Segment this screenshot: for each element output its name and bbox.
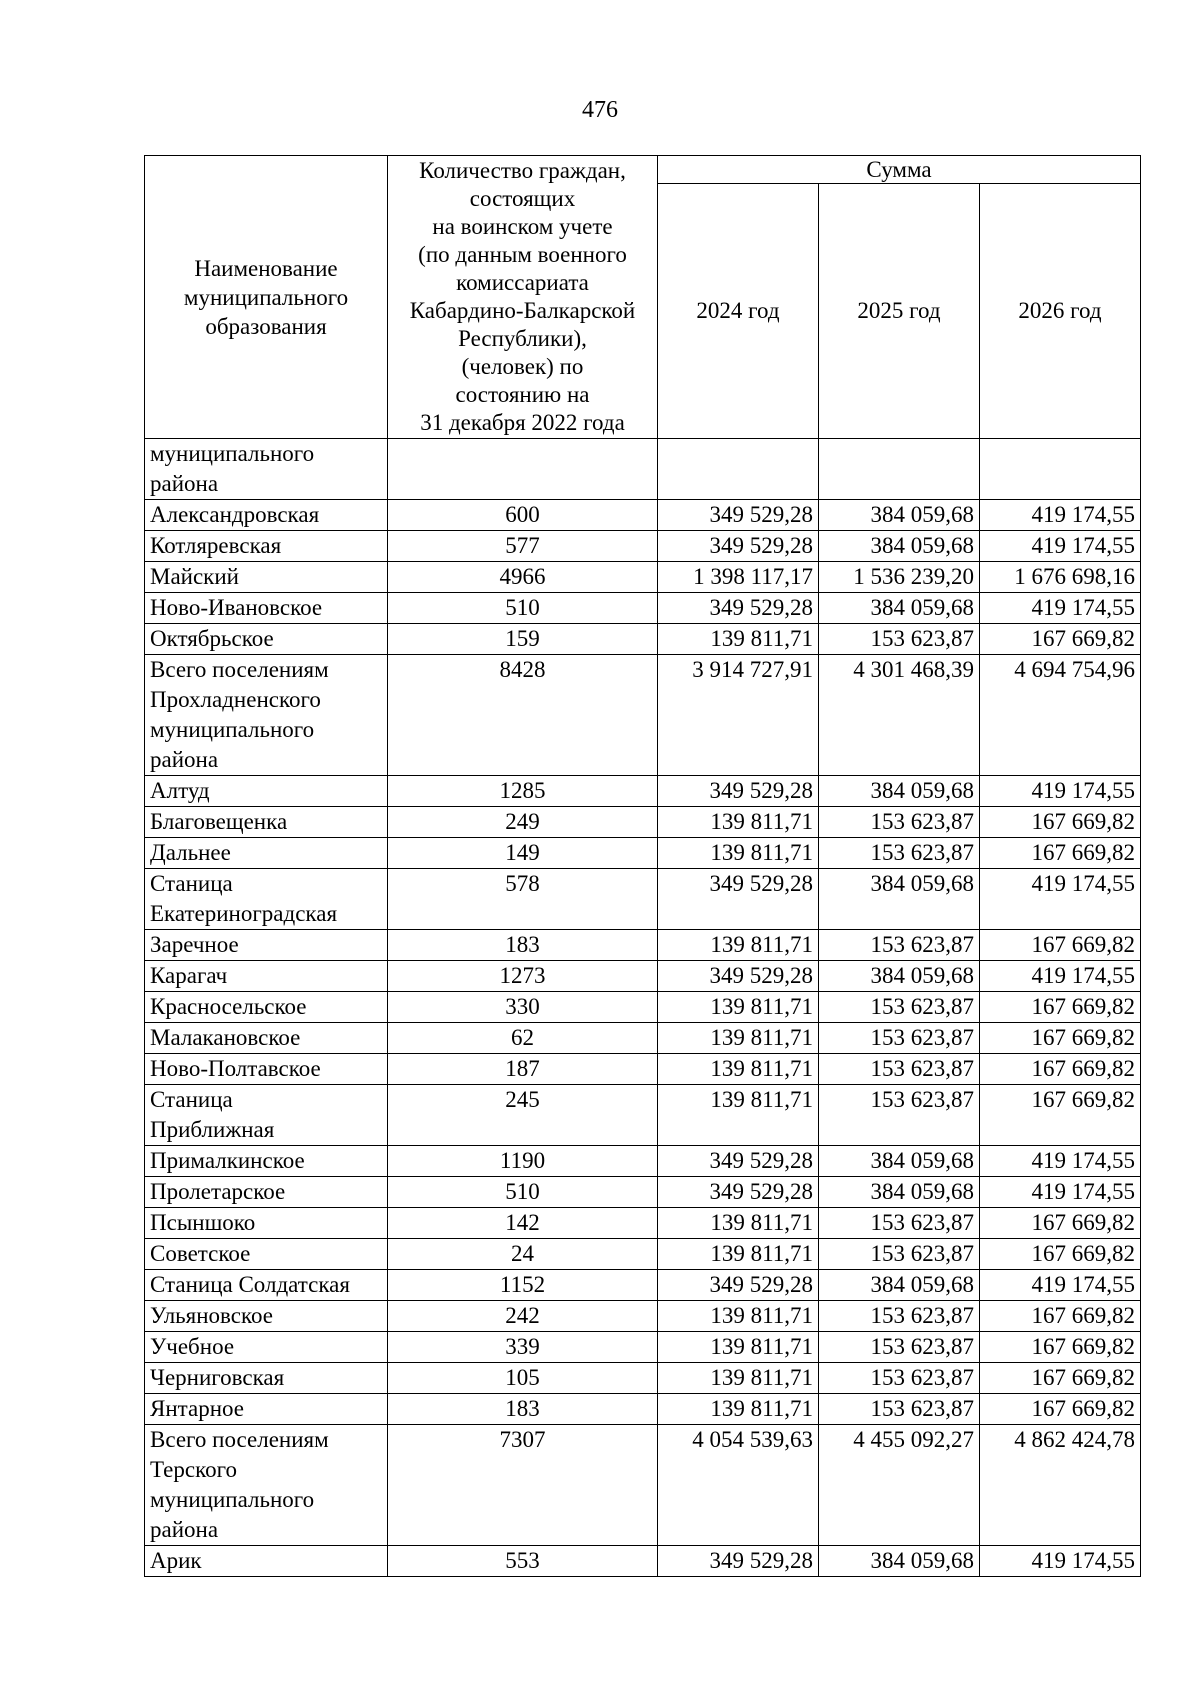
cell-sum-2024: 139 811,71: [658, 838, 819, 869]
cell-citizen-count: 187: [388, 1054, 658, 1085]
table-row: [145, 807, 1141, 838]
cell-municipality-name: Котляревская: [145, 531, 388, 562]
table-row: [145, 1146, 1141, 1177]
cell-sum-2025: 384 059,68: [819, 1177, 980, 1208]
cell-sum-2026: 419 174,55: [980, 1546, 1141, 1577]
table-row: [145, 624, 1141, 655]
cell-sum-2024: 349 529,28: [658, 961, 819, 992]
cell-sum-2026: 419 174,55: [980, 1270, 1141, 1301]
table-body: [145, 439, 1141, 1577]
cell-sum-2026: 419 174,55: [980, 593, 1141, 624]
cell-municipality-name: Всего поселениям Терского муниципального района: [145, 1425, 388, 1546]
cell-sum-2025: 153 623,87: [819, 838, 980, 869]
cell-sum-2026: 419 174,55: [980, 531, 1141, 562]
cell-sum-2024: 4 054 539,63: [658, 1425, 819, 1546]
cell-citizen-count: 4966: [388, 562, 658, 593]
cell-citizen-count: 183: [388, 1394, 658, 1425]
table-row: [145, 593, 1141, 624]
table-row: [145, 1054, 1141, 1085]
cell-sum-2026: 167 669,82: [980, 1208, 1141, 1239]
cell-sum-2025: 384 059,68: [819, 593, 980, 624]
header-sum: Сумма: [658, 156, 1141, 184]
cell-sum-2025: 153 623,87: [819, 1332, 980, 1363]
cell-sum-2024: 349 529,28: [658, 1146, 819, 1177]
cell-sum-2026: 167 669,82: [980, 624, 1141, 655]
cell-sum-2024: 139 811,71: [658, 1208, 819, 1239]
table-row: [145, 439, 1141, 500]
cell-sum-2025: 153 623,87: [819, 1054, 980, 1085]
cell-citizen-count: 510: [388, 593, 658, 624]
cell-sum-2024: 349 529,28: [658, 500, 819, 531]
table-row: [145, 531, 1141, 562]
cell-sum-2025: 153 623,87: [819, 1085, 980, 1146]
header-citizen-count: Количество граждан, состоящих на воинском учете (по данным военного комиссариата Кабардино-Балкарской Республики), (человек) по состоянию на 31 декабря 2022 года: [388, 156, 658, 439]
cell-sum-2026: 167 669,82: [980, 1239, 1141, 1270]
cell-sum-2026: 1 676 698,16: [980, 562, 1141, 593]
cell-citizen-count: 553: [388, 1546, 658, 1577]
cell-sum-2025: 384 059,68: [819, 1546, 980, 1577]
cell-citizen-count: 1190: [388, 1146, 658, 1177]
cell-sum-2026: 167 669,82: [980, 1301, 1141, 1332]
cell-sum-2026: 167 669,82: [980, 838, 1141, 869]
table-row: [145, 961, 1141, 992]
cell-sum-2025: 4 301 468,39: [819, 655, 980, 776]
cell-citizen-count: 577: [388, 531, 658, 562]
cell-sum-2026: 419 174,55: [980, 500, 1141, 531]
cell-sum-2025: 384 059,68: [819, 869, 980, 930]
cell-sum-2024: 349 529,28: [658, 869, 819, 930]
cell-municipality-name: Заречное: [145, 930, 388, 961]
table-row: [145, 776, 1141, 807]
cell-municipality-name: Станица Екатериноградская: [145, 869, 388, 930]
cell-sum-2026: 419 174,55: [980, 1177, 1141, 1208]
cell-citizen-count: 339: [388, 1332, 658, 1363]
cell-sum-2024: 3 914 727,91: [658, 655, 819, 776]
cell-sum-2026: [980, 439, 1141, 500]
table-row: [145, 500, 1141, 531]
cell-sum-2024: 349 529,28: [658, 776, 819, 807]
cell-sum-2025: 153 623,87: [819, 1301, 980, 1332]
cell-municipality-name: Советское: [145, 1239, 388, 1270]
cell-sum-2025: 153 623,87: [819, 930, 980, 961]
cell-citizen-count: 149: [388, 838, 658, 869]
cell-citizen-count: 600: [388, 500, 658, 531]
cell-municipality-name: Всего поселениям Прохладненского муниципального района: [145, 655, 388, 776]
cell-municipality-name: Алтуд: [145, 776, 388, 807]
table-row: [145, 1239, 1141, 1270]
allocation-table: [144, 155, 1141, 1577]
table-row: [145, 869, 1141, 930]
cell-sum-2025: 384 059,68: [819, 1270, 980, 1301]
cell-citizen-count: 245: [388, 1085, 658, 1146]
table-row: [145, 1332, 1141, 1363]
cell-sum-2024: 139 811,71: [658, 1023, 819, 1054]
table-row: [145, 1301, 1141, 1332]
cell-municipality-name: Арик: [145, 1546, 388, 1577]
table-row: [145, 1546, 1141, 1577]
cell-sum-2026: 419 174,55: [980, 1146, 1141, 1177]
cell-municipality-name: Пролетарское: [145, 1177, 388, 1208]
table-row: [145, 930, 1141, 961]
cell-citizen-count: 7307: [388, 1425, 658, 1546]
header-year-2026: 2026 год: [980, 184, 1141, 439]
cell-municipality-name: Станица Солдатская: [145, 1270, 388, 1301]
cell-sum-2024: 139 811,71: [658, 1394, 819, 1425]
cell-municipality-name: Малакановское: [145, 1023, 388, 1054]
cell-sum-2024: 139 811,71: [658, 1363, 819, 1394]
cell-sum-2025: 384 059,68: [819, 961, 980, 992]
cell-sum-2024: 139 811,71: [658, 807, 819, 838]
cell-sum-2024: 139 811,71: [658, 930, 819, 961]
cell-sum-2026: 167 669,82: [980, 930, 1141, 961]
cell-municipality-name: Дальнее: [145, 838, 388, 869]
page-number: 476: [582, 97, 618, 123]
cell-sum-2025: 153 623,87: [819, 624, 980, 655]
cell-sum-2024: 139 811,71: [658, 624, 819, 655]
header-year-2024: 2024 год: [658, 184, 819, 439]
cell-sum-2026: 4 862 424,78: [980, 1425, 1141, 1546]
table-row: [145, 1023, 1141, 1054]
table-row: [145, 1177, 1141, 1208]
cell-municipality-name: муниципального района: [145, 439, 388, 500]
cell-municipality-name: Станица Приближная: [145, 1085, 388, 1146]
cell-sum-2024: 349 529,28: [658, 1546, 819, 1577]
cell-sum-2025: 4 455 092,27: [819, 1425, 980, 1546]
cell-sum-2024: [658, 439, 819, 500]
cell-sum-2025: 153 623,87: [819, 1363, 980, 1394]
cell-citizen-count: 183: [388, 930, 658, 961]
cell-sum-2026: 167 669,82: [980, 992, 1141, 1023]
table-row: [145, 1270, 1141, 1301]
cell-citizen-count: 578: [388, 869, 658, 930]
cell-sum-2024: 139 811,71: [658, 992, 819, 1023]
cell-citizen-count: [388, 439, 658, 500]
cell-citizen-count: 330: [388, 992, 658, 1023]
cell-sum-2026: 419 174,55: [980, 776, 1141, 807]
cell-municipality-name: Благовещенка: [145, 807, 388, 838]
table-header: [145, 156, 1141, 439]
cell-sum-2026: 419 174,55: [980, 869, 1141, 930]
cell-sum-2025: 153 623,87: [819, 1394, 980, 1425]
cell-municipality-name: Янтарное: [145, 1394, 388, 1425]
cell-municipality-name: Ново-Ивановское: [145, 593, 388, 624]
cell-citizen-count: 242: [388, 1301, 658, 1332]
cell-municipality-name: Майский: [145, 562, 388, 593]
cell-sum-2025: [819, 439, 980, 500]
header-municipality-name: Наименование муниципального образования: [145, 156, 388, 439]
cell-citizen-count: 24: [388, 1239, 658, 1270]
cell-sum-2025: 384 059,68: [819, 1146, 980, 1177]
table-row: [145, 1394, 1141, 1425]
cell-municipality-name: Учебное: [145, 1332, 388, 1363]
cell-municipality-name: Александровская: [145, 500, 388, 531]
cell-sum-2024: 349 529,28: [658, 593, 819, 624]
table-row: [145, 992, 1141, 1023]
cell-sum-2025: 153 623,87: [819, 1208, 980, 1239]
cell-sum-2024: 349 529,28: [658, 1270, 819, 1301]
cell-municipality-name: Ново-Полтавское: [145, 1054, 388, 1085]
cell-municipality-name: Черниговская: [145, 1363, 388, 1394]
cell-sum-2026: 4 694 754,96: [980, 655, 1141, 776]
cell-sum-2025: 153 623,87: [819, 1023, 980, 1054]
cell-sum-2025: 153 623,87: [819, 807, 980, 838]
cell-municipality-name: Карагач: [145, 961, 388, 992]
cell-sum-2025: 384 059,68: [819, 500, 980, 531]
cell-sum-2026: 419 174,55: [980, 961, 1141, 992]
cell-sum-2024: 349 529,28: [658, 1177, 819, 1208]
cell-sum-2025: 153 623,87: [819, 1239, 980, 1270]
table-row: [145, 655, 1141, 776]
cell-sum-2026: 167 669,82: [980, 1023, 1141, 1054]
cell-citizen-count: 249: [388, 807, 658, 838]
cell-citizen-count: 1285: [388, 776, 658, 807]
cell-sum-2026: 167 669,82: [980, 1394, 1141, 1425]
cell-citizen-count: 8428: [388, 655, 658, 776]
cell-sum-2026: 167 669,82: [980, 1054, 1141, 1085]
cell-sum-2024: 139 811,71: [658, 1054, 819, 1085]
cell-citizen-count: 1152: [388, 1270, 658, 1301]
table-row: [145, 1425, 1141, 1546]
cell-citizen-count: 159: [388, 624, 658, 655]
cell-citizen-count: 1273: [388, 961, 658, 992]
cell-sum-2025: 384 059,68: [819, 776, 980, 807]
cell-sum-2024: 139 811,71: [658, 1301, 819, 1332]
cell-municipality-name: Октябрьское: [145, 624, 388, 655]
table-row: [145, 562, 1141, 593]
table-row: [145, 1085, 1141, 1146]
cell-sum-2024: 1 398 117,17: [658, 562, 819, 593]
table-row: [145, 1363, 1141, 1394]
cell-sum-2024: 139 811,71: [658, 1332, 819, 1363]
cell-sum-2026: 167 669,82: [980, 807, 1141, 838]
cell-citizen-count: 105: [388, 1363, 658, 1394]
cell-municipality-name: Ульяновское: [145, 1301, 388, 1332]
cell-municipality-name: Прималкинское: [145, 1146, 388, 1177]
table-row: [145, 1208, 1141, 1239]
cell-sum-2024: 349 529,28: [658, 531, 819, 562]
cell-sum-2024: 139 811,71: [658, 1085, 819, 1146]
table-row: [145, 838, 1141, 869]
cell-sum-2024: 139 811,71: [658, 1239, 819, 1270]
cell-sum-2026: 167 669,82: [980, 1085, 1141, 1146]
cell-sum-2025: 153 623,87: [819, 992, 980, 1023]
cell-citizen-count: 142: [388, 1208, 658, 1239]
cell-sum-2025: 384 059,68: [819, 531, 980, 562]
cell-sum-2026: 167 669,82: [980, 1363, 1141, 1394]
cell-municipality-name: Красносельское: [145, 992, 388, 1023]
cell-sum-2025: 1 536 239,20: [819, 562, 980, 593]
cell-municipality-name: Псыншоко: [145, 1208, 388, 1239]
cell-sum-2026: 167 669,82: [980, 1332, 1141, 1363]
header-year-2025: 2025 год: [819, 184, 980, 439]
cell-citizen-count: 62: [388, 1023, 658, 1054]
cell-citizen-count: 510: [388, 1177, 658, 1208]
